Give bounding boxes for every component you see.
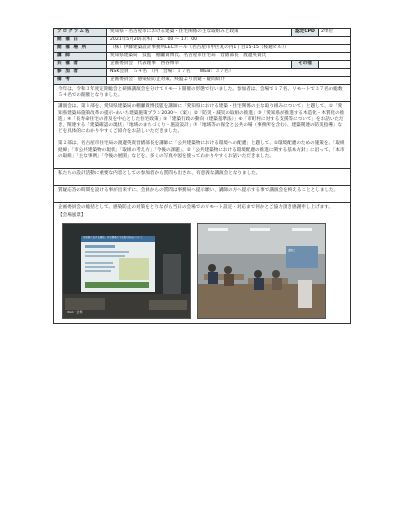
photo-left-slide-title: 愛知県における建築・住宅関係の主な取り組みについて	[83, 235, 143, 239]
other-value	[319, 61, 350, 68]
body-paragraph-1: 講演会は、第１部を、愛知県建築局の棚瀬貴博技監を講師に「愛知県における建築・住宅関係の主な取り組みについて」と題して、①「愛知県建築局施策改革の提示ｰあいち建築施策プラン2030～（案）」②「防災・減災の取組の推進」③「愛知県が推進する木造化・木質化の推進」④「長寿命住宅の普及を中心とした住宅政策」⑤「建築行政の動向（建築基準法）」⑥「市町村に対する支援等について」をお話いただき、関連する「建築確認の現状」「地域のまちづくり・施設設計」⑦「地域等の保全と公共の場（事務所を含む）、建築関連の防災指導」などを具体的にわかりやすくご紹介をお話しいただきました。	[58, 104, 345, 135]
photo-left-caption: Web・会場	[67, 309, 83, 314]
photo-screen	[62, 223, 191, 319]
lecturer-value: 愛知県建築局 技監 棚瀬貴博氏、名古屋市住宅局 営繕部長 渡邊英貴氏	[110, 53, 267, 59]
report-sheet	[53, 28, 351, 324]
other-label: その他	[291, 61, 319, 68]
venue-value: （株）伊藤建築設計事務所LECホール（名古屋市中区丸の内1丁目15-15（桜通ビル））	[110, 45, 289, 51]
venue-row	[54, 45, 350, 53]
date-value: 2021年5月20日(木) 15：00 ～ 17：00	[110, 37, 198, 43]
discussion-block	[54, 169, 264, 185]
host-value: 企画委員会 代表理事 西谷博幸	[110, 61, 179, 67]
host-row	[54, 61, 350, 69]
photos-heading: 【会場風景】	[58, 212, 86, 218]
program-label: プログラム名	[54, 29, 107, 36]
lecturer-label: 講 師	[54, 53, 107, 60]
qa-row	[54, 186, 350, 203]
date-row	[54, 37, 350, 45]
intro-block	[54, 85, 350, 101]
venue-label: 開 催 場 所	[54, 45, 107, 52]
body-block	[54, 102, 350, 168]
program-row	[54, 29, 350, 37]
intro-text: 今年は、令和３年度定期総会と研修講演会を分けてリモート開催の形態で行いました。参加者は、会場で１７名、リモートで３７名の総数５４名での開催となりました。	[58, 87, 343, 99]
participants-row	[54, 69, 350, 77]
closing-row	[54, 203, 350, 322]
body-row	[54, 102, 350, 169]
notes-value: 企画委員会：感染症防止対策、終盤より質疑・疑問紹介	[110, 77, 225, 83]
body-paragraph-2: 第２部は、名古屋市住宅局の渡邊英貴営繕部長を講師に「公共建築物における環境への配慮」と題して、①環境配慮のための施策を、「取組経緯」「市公共建築物の現状」「取組の考え方」「今後の課題」、②「公共建築物における環境配慮の推進に関する基本方針」に沿って、「本市の取組」「主な事例」「今後の展開」などを、多くの写真や図を使ってわかりやすくお話いただきました。	[58, 141, 345, 159]
qa-block	[54, 186, 342, 202]
lecturer-row	[54, 53, 350, 61]
host-label: 共 催 者	[54, 61, 107, 68]
photo-meeting-room	[197, 223, 326, 319]
notes-label: 備 考	[54, 77, 107, 84]
cpd-value: 2単位	[321, 29, 334, 35]
intro-row	[54, 85, 350, 102]
closing-block	[54, 203, 350, 220]
program-name: 愛知県・名古屋市における建築・住宅関係の主な取組みと政策	[110, 29, 239, 35]
photo-room-image	[198, 224, 325, 318]
photo-right-slide-title: 講演会	[288, 248, 296, 252]
date-label: 開 催 日	[54, 37, 107, 44]
discussion-text: 私たちの設計活動に重要な内容としての参加者から質問も出され、有意義な講演会となりました。	[58, 171, 261, 177]
photos-area	[54, 221, 350, 323]
cpd-label: 認定CPD	[291, 29, 319, 36]
notes-row	[54, 77, 350, 85]
participants-label: 参 加 者	[54, 69, 107, 76]
closing-text: 企画委員会の総括として、感染防止の対策をとりながら当日の会場でのリモート設定・対応まで何かとご協力頂き感謝申し上げます。	[58, 205, 333, 211]
participants-value: NSK会員 ５４名 （内 会場：１７名 WEB：３７名）	[110, 69, 234, 75]
discussion-row	[54, 169, 350, 186]
qa-text: 質疑応答の時間を設ける事が出来ずに、会員からの質問は事務局へ提示願い、講師の方へ提示する事で講演会を終えることとしました。	[58, 188, 339, 194]
